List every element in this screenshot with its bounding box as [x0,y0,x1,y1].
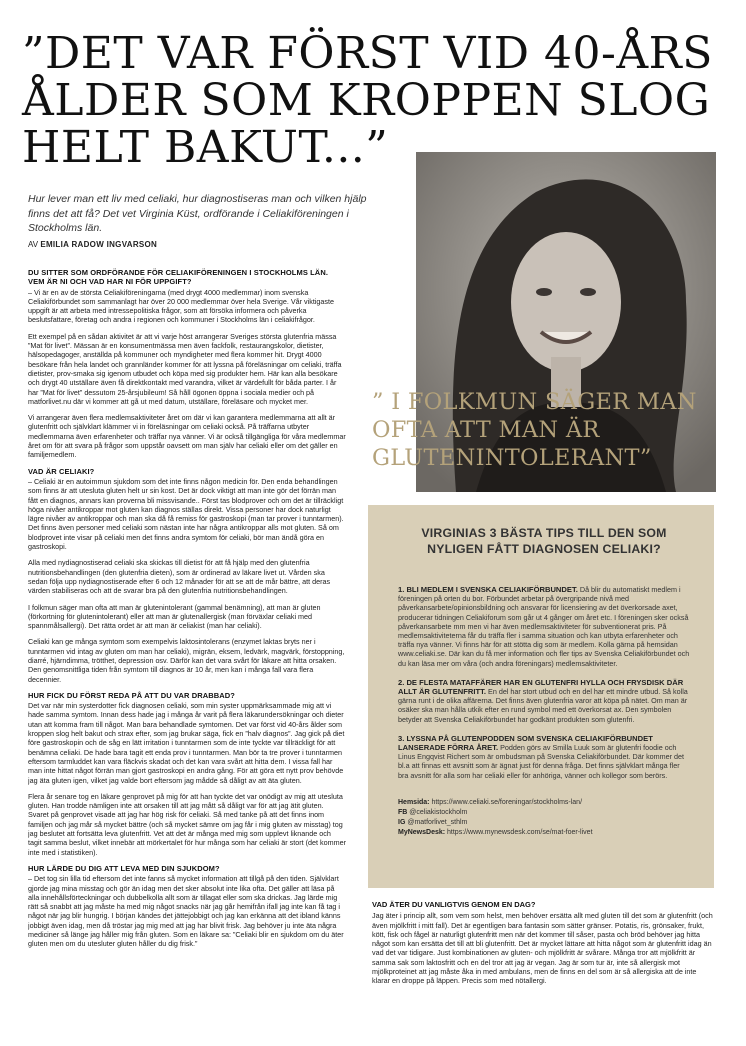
byline-prefix: AV [28,240,39,249]
tip-2 [398,678,690,724]
tip-body: Då blir du automatiskt medlem i föreningen på orten du bor. Förbundet arbetar på övergripande nivå med påverkansarbete/opinionsbildning och ansvarar för licensiering av det överkorsade axet, producerar tidningen Celiakiforum som går ut 4 gånger om året etc. I föreningen sker också påverkansarbete mm men vi har även medlemsaktiviteter för subventionerat pris. På medlemsaktiviteterna får du träffa fler i samma situation och kan utbyta erfarenheter och träffa nya vänner. Vi finns här för att stötta dig som är medlem. Kolla gärna på hemsidan www.celiaki.se. Där kan du få mer information och fler tips av Svenska Celiakiförbundet och du kan läsa mer om våra (och andra föreningars) medlemsaktiviteter. [398,585,690,668]
paragraph: – Celiaki är en autoimmun sjukdom som det inte finns någon medicin för. Den enda behandlingen som finns är att utesluta gluten helt ur sin kost. Det är dock viktigt att man inte gör det förrän man fått en diagnos, annars kan proverna bli missvisande.. Först tas blodprover och om det är tillräckligt höga nivåer antikroppar mot gluten kan diagnos ställas direkt. Vissa personer har dock naturligt lägre nivåer av antikroppar och man ska då få remiss för gastroskopi (man tar prover i tunntarmen). Det finns även personer med celiaki som nästan inte har några antikroppar alls mot gluten. Så om blodprovet inte visar på celiaki men det finns andra symtom för celiaki, bör man ändå göra en gastroskopi. [28,476,344,552]
paragraph: Det var när min systerdotter fick diagnosen celiaki, som min syster uppmärksammade mig att vi hade samma symtom. Innan dess hade jag i många år varit på flera läkarundersökningar och dieter utan att komma fram till något. Man bara behandlade symtomen. Det var först vid 40-års ålder som kroppen slog helt bakut och strax efter, som jag brukar säga, fick en ”halv diagnos”. Jag gick på diet före gastroskopin och de såg en lätt irritation i tunntarmen som de inte tyckte var tillräckligt för att benämna celiaki. De hade bara tagit ett enda prov i tunntarmen. Man bör ta tre prover i tunntarmen eftersom tarmluddet kan vara fläckvis skadat och det kan vara svårt att hitta dem. I vissa fall har man inte hittat något förrän man gjort gastroskopi en andra gång. För att göra ett nytt prov behövde jag äta gluten igen, vilket jag valde bort eftersom jag mådde så dåligt av att äta gluten. [28,701,345,785]
link-website[interactable]: Hemsida: https://www.celiaki.se/foreningar/stockholms-lan/ [398,798,583,806]
section-heading: HUR FICK DU FÖRST REDA PÅ ATT DU VAR DRABBAD? [28,690,235,700]
tips-box [368,505,714,888]
paragraph: Vi arrangerar även flera medlemsaktiviteter året om där vi kan garantera medlemmarna att allt är glutenfritt och självklart klämmer vi in föreläsningar om celiaki också. På träffarna utbyter medlemmarna även erfarenheter och träffar nya vänner. Vi är också tillgängliga för våra medlemmar året om för att svara på frågor som uppstår oavsett om man själv har celiaki eller om det gäller en familjemedlem. [28,413,346,460]
paragraph: Flera år senare tog en läkare genprovet på mig för att han tyckte det var onödigt av mig att utesluta gluten. Han trodde nämligen inte att orsaken till att jag mått så dåligt var för att jag ätit gluten. Svaret på genprovet visade att jag har hög risk för celiaki. Så med tanke på att det finns inom familjen och jag mår så mycket bättre (och så mycket sämre om jag får i mig gluten av misstag) tog jag beslutet att fortsätta leva glutenfritt. Vet att det är många med mig som upplevt liknande och tagit samma beslut, vilket innebär att mörkertalet för hur många som har celiaki är stort (det kommer inte med i statistiken). [28,791,346,857]
paragraph: – Det tog sin lilla tid eftersom det inte fanns så mycket information att tillgå på den tiden. Självklart gjorde jag mina misstag och gör än idag men det sker absolut inte lika ofta. Det gäller att läsa på alla innehållsförteckningar och dubbelkolla allt som är tillagat eller som ska drickas. Jag lärde mig rätt så snabbt att jag måste ha med mig något snacks när jag går hemifrån ifall jag inte kan få tag i något när jag blir hungrig. I början kändes det jättejobbigt och jag kan erkänna att det ibland känns jobbigt även idag, men då tröstar jag mig med att jag har blivit frisk. Jag behöver ju inte äta några mediciner så länge jag håller mig från gluten. Som en läkare sa: ”Celiaki blir en sjukdom om du äter gluten men om du utesluter gluten håller du dig frisk.” [28,874,344,949]
section-heading: HUR LÄRDE DU DIG ATT LEVA MED DIN SJUKDOM? [28,863,220,873]
tip-1 [398,585,690,668]
byline-author: EMILIA RADOW INGVARSON [40,240,158,249]
section-heading: VAD ÄTER DU VANLIGTVIS GENOM EN DAG? [372,900,536,909]
section-heading: DU SITTER SOM ORDFÖRANDE FÖR CELIAKIFÖRENINGEN I STOCKHOLMS LÄN. VEM ÄR NI OCH VAD HAR NI FÖR UPPGIFT? [28,268,329,287]
link-mynewsdesk[interactable]: MyNewsDesk: https://www.mynewsdesk.com/se/mat-foer-livet [398,828,593,836]
tip-heading: 2. DE FLESTA MATAFFÄRER HAR EN GLUTENFRI HYLLA OCH FRYSDISK DÄR ALLT ÄR GLUTENFRITT. [398,677,684,697]
tip-heading: 3. LYSSNA PÅ GLUTENPODDEN SOM SVENSKA CELIAKIFÖRBUNDET LANSERADE FÖRRA ÅRET. [398,733,653,753]
intro-text: Hur lever man ett liv med celiaki, hur diagnostiseras man och vilken hjälp finns det att få? Det vet Virginia Küst, ordförande i Celiakiföreningen i Stockholms län. [28,193,367,234]
link-facebook[interactable]: FB @celiakistockholm [398,808,468,816]
article-body [28,268,346,1038]
tip-body: Podden görs av Smilla Luuk som är glutenfri foodie och Linus Engqvist Richert som är ombudsman på Svenska Celiakiförbundet. Där kommer det bl.a att finnas ett avsnitt som är ägnat just för denna fråga. Det finns självklart många fler bra avsnitt för alla som har celiaki eller för anhöriga, vänner och kollegor som berörs. [398,743,685,780]
paragraph: – Vi är en av de största Celiakiföreningarna (med drygt 4000 medlemmar) inom svenska Celiakiförbundet som sammanlagt har över 20 000 medlemmar över hela Sverige. Vår viktigaste uppgift är att arbeta med intressepolitiska frågor, som att försöka informera och påverka beslutsfattare, företag och andra i regionen och kommuner i Stockholms län i celiakifrågor. [28,287,335,325]
paragraph: Alla med nydiagnostiserad celiaki ska skickas till dietist för att få hjälp med den glutenfria nutritionsbehandlingen (den glutenfria dieten), som är ordinerad av läkare livet ut. Vården ska sedan följa upp nydiagnostiserade efter 6 och 12 månader för att se att de mår bättre, att deras värden stabiliseras och att de svarar bra på den glutenfria nutritionsbehandlingen. [28,558,331,596]
pull-quote: ” I FOLKMUN SÄGER MAN OFTA ATT MAN ÄR GLUTENINTOLERANT” [372,389,697,471]
section-heading: VAD ÄR CELIAKI? [28,466,95,476]
tip-3 [398,734,690,780]
byline [28,240,157,249]
paragraph: Jag äter i princip allt, som vem som helst, men behöver ersätta allt med gluten till det som är glutenfritt (och även mjölkfritt i mitt fall). Det är egentligen bara fantasin som sätter gränser. Potatis, ris, grönsaker, frukt, kött, fisk och fågel är naturligt glutenfritt men när det kommer till såser, pasta och bröd behöver jag hitta något som kan ersätta det till att bli glutenfritt. Det är mycket lättare att hitta något som är glutenfritt idag än vad det var tidigare. Just kombinationen av gluten- och mjölkfritt är svårare. Många tror att mjölkfritt är samma sak som laktosfritt och en del tror att jag är vegan. Jag är som tur är, inte så allergisk mot mjölkproteinet att jag måste åka in med ambulans, men de finns en del som är så allergiska att de inte klarar en droppe på läppen. Precis som med nötallergi. [372,911,713,986]
paragraph: Celiaki kan ge många symtom som exempelvis laktosintolerans (enzymet laktas bryts ner i tunntarmen vid intag av gluten om man har celiaki), migrän, eksem, ledvärk, magvärk, förstoppning, diarré, hjärndimma, trötthet, depression osv. Därför kan det vara svårt för läkare att hitta orsaken. Den genomsnittliga tiden från symtom till diagnos är 10 år, men kan i många fall vara flera decennier. [28,637,345,684]
paragraph: I folkmun säger man ofta att man är glutenintolerant (gammal benämning), att man är gluten (förkortning för glutenintolerant) eller att man är glutenallergisk (man förväxlar celiaki med spannmålsallergi). Det rätta ordet är att man är celiakist (man har celiaki). [28,602,321,631]
paragraph: Ett exempel på en sådan aktivitet är att vi varje höst arrangerar Sveriges största glutenfria mässa ”Mat för livet”. Mässan är en konsumentmässa men även fackfolk, restaurangskolor, dietister, hälsopedagoger, anställda på kommuner och myndigheter med flera kommer hit. Drygt 4000 besökare från hela landet och grannländer kommer för att lyssna på föreläsningar om celiaki, träffa dietister, prov-smaka sig igenom utbudet och köpa med sig produkter hem. Här kan alla besökare och drygt 40 utställare även få direktkontakt med varandra, vilket är värdefullt för båda parter. I år har ”Mat för livet” dessutom 25-årsjubileum! Så håll ögonen öppna i sociala medier och på matforlivet.nu där vi kommer att gå ut med datum, utställare, föreläsare och mycket mer. [28,331,342,406]
contact-links [398,798,690,838]
headline: ”DET VAR FÖRST VID 40-ÅRS ÅLDER SOM KROPPEN SLOG HELT BAKUT...” [22,28,713,173]
daily-diet-section [372,900,714,986]
tip-heading: 1. BLI MEDLEM I SVENSKA CELIAKIFÖRBUNDET. [398,585,578,594]
tip-body: En del har stort utbud och en del har ett mindre utbud. Så kolla gärna runt i de olika affärerna. Det finns även glutenfria varor att köpa på nätet. Om man är osäker ska man hålla utkik efter en rund symbol med ett överkorsat ax. Den symbolen betyder att Svenska Celiakiförbundet har godkänt produkten som glutenfri. [398,687,688,724]
tips-title: VIRGINIAS 3 BÄSTA TIPS TILL DEN SOM NYLIGEN FÅTT DIAGNOSEN CELIAKI? [421,526,667,556]
link-instagram[interactable]: IG @matforlivet_sthlm [398,818,468,826]
